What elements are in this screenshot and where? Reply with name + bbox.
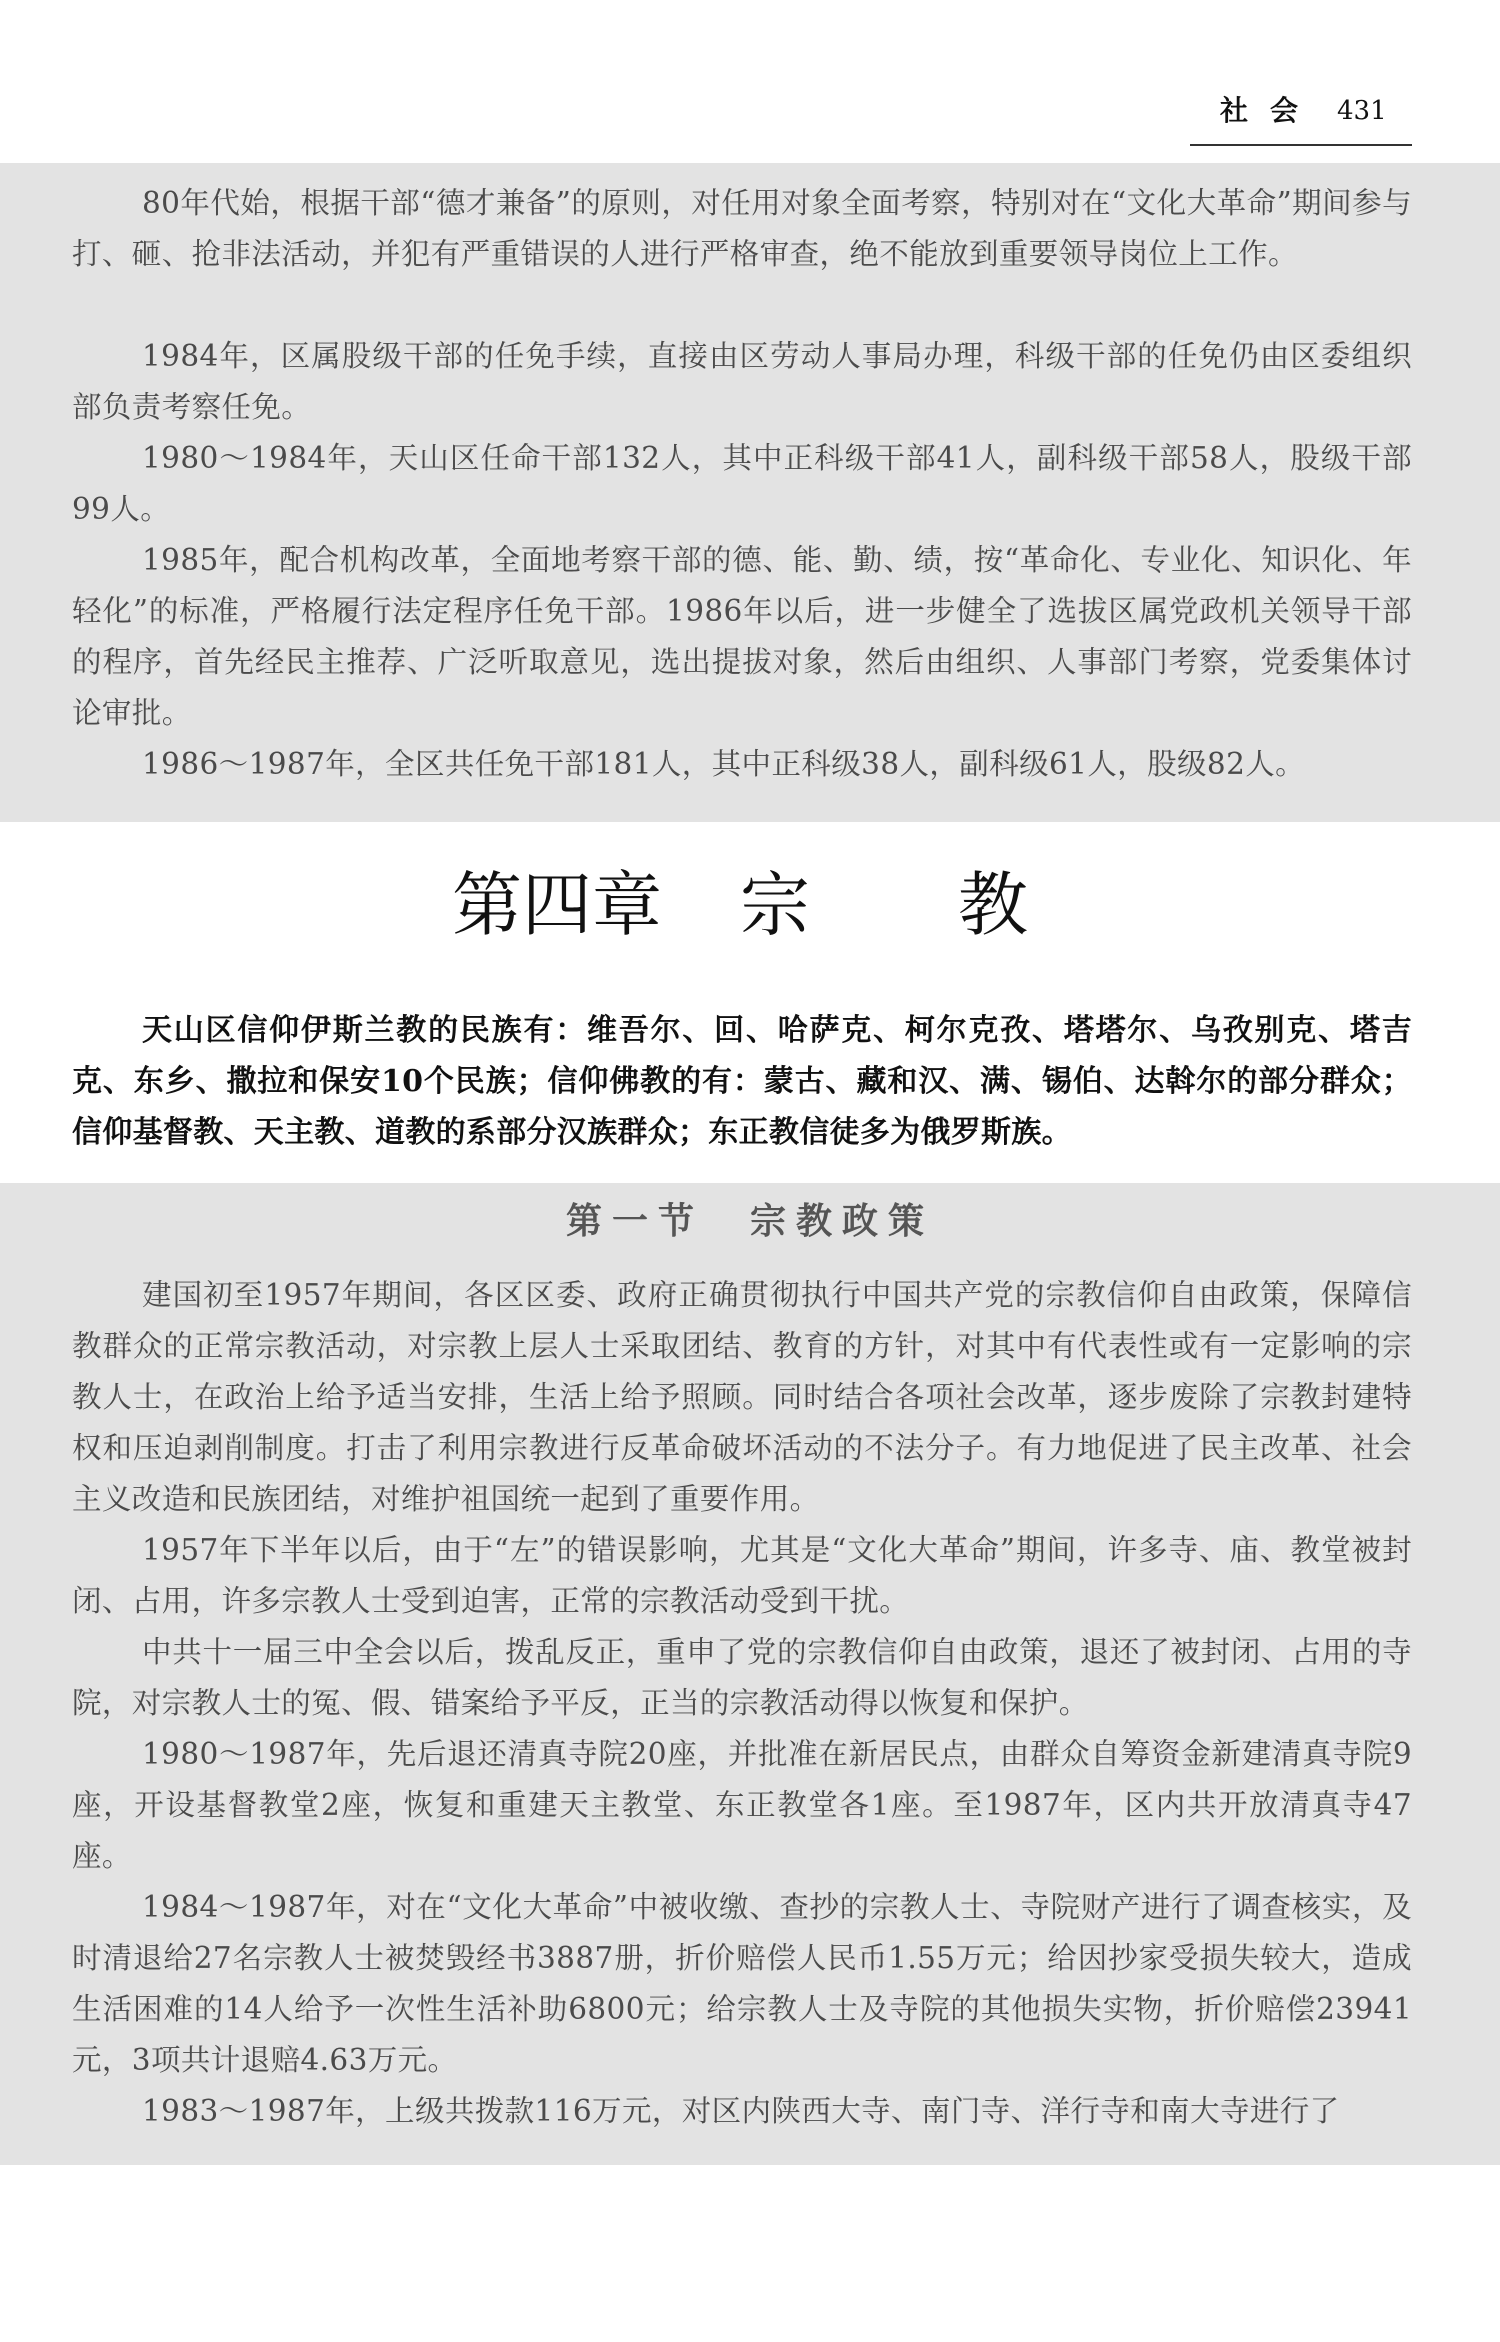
chapter-title-char: 宗: [740, 864, 810, 946]
paragraph: 建国初至1957年期间，各区区委、政府正确贯彻执行中国共产党的宗教信仰自由政策，保障信教群众的正常宗教活动，对宗教上层人士采取团结、教育的方针，对其中有代表性或有一定影响的宗教人士，在政治上给予适当安排，生活上给予照顾。同时结合各项社会改革，逐步废除了宗教封建特权和压迫剥削制度。打击了利用宗教进行反革命破坏活动的不法分子。有力地促进了民主改革、社会主义改造和民族团结，对维护祖国统一起到了重要作用。: [72, 1278, 1412, 1516]
section-title: 第一节 宗教政策: [565, 1200, 934, 1242]
paragraph: 1957年下半年以后，由于“左”的错误影响，尤其是“文化大革命”期间，许多寺、庙、教堂被封闭、占用，许多宗教人士受到迫害，正常的宗教活动受到干扰。: [72, 1533, 1412, 1618]
paragraph: 中共十一届三中全会以后，拨乱反正，重申了党的宗教信仰自由政策，退还了被封闭、占用的寺院，对宗教人士的冤、假、错案给予平反，正当的宗教活动得以恢复和保护。: [72, 1635, 1412, 1720]
paragraph: 1983～1987年，上级共拨款116万元，对区内陕西大寺、南门寺、洋行寺和南大寺进行了: [142, 2094, 1340, 2128]
paragraph: 1984～1987年，对在“文化大革命”中被收缴、查抄的宗教人士、寺院财产进行了调查核实，及时清退给27名宗教人士被焚毁经书3887册，折价赔偿人民币1.55万元；给因抄家受损失较大，造成生活困难的14人给予一次性生活补助6800元；给宗教人士及寺院的其他损失实物，折价赔偿23941元，3项共计退赔4.63万元。: [72, 1890, 1412, 2077]
paragraph: 1984年，区属股级干部的任免手续，直接由区劳动人事局办理，科级干部的任免仍由区委组织部负责考察任免。: [72, 339, 1412, 424]
paragraph: 80年代始，根据干部“德才兼备”的原则，对任用对象全面考察，特别对在“文化大革命”期间参与打、砸、抢非法活动，并犯有严重错误的人进行严格审查，绝不能放到重要领导岗位上工作。: [72, 186, 1412, 271]
paragraph: 1985年，配合机构改革，全面地考察干部的德、能、勤、绩，按“革命化、专业化、知识化、年轻化”的标准，严格履行法定程序任免干部。1986年以后，进一步健全了选拔区属党政机关领导干部的程序，首先经民主推荐、广泛听取意见，选出提拔对象，然后由组织、人事部门考察，党委集体讨论审批。: [72, 543, 1412, 730]
paragraph: 1980～1987年，先后退还清真寺院20座，并批准在新居民点，由群众自筹资金新建清真寺院9座，开设基督教堂2座，恢复和重建天主教堂、东正教堂各1座。至1987年，区内共开放清真寺47座。: [72, 1737, 1412, 1873]
running-head-section: 社会: [1220, 94, 1321, 127]
chapter-title-char: 教: [958, 864, 1028, 946]
page-number: 431: [1337, 96, 1387, 126]
paragraph: 1980～1984年，天山区任命干部132人，其中正科级干部41人，副科级干部58人，股级干部99人。: [72, 441, 1412, 526]
running-head: [1190, 96, 1412, 146]
chapter-number: 第四章: [452, 864, 662, 946]
paragraph: 1986～1987年，全区共任免干部181人，其中正科级38人，副科级61人，股级82人。: [142, 747, 1306, 781]
chapter-intro: 天山区信仰伊斯兰教的民族有：维吾尔、回、哈萨克、柯尔克孜、塔塔尔、乌孜别克、塔吉克、东乡、撒拉和保安10个民族；信仰佛教的有：蒙古、藏和汉、满、锡伯、达斡尔的部分群众；信仰基督教、天主教、道教的系部分汉族群众；东正教信徒多为俄罗斯族。: [72, 1013, 1412, 1150]
